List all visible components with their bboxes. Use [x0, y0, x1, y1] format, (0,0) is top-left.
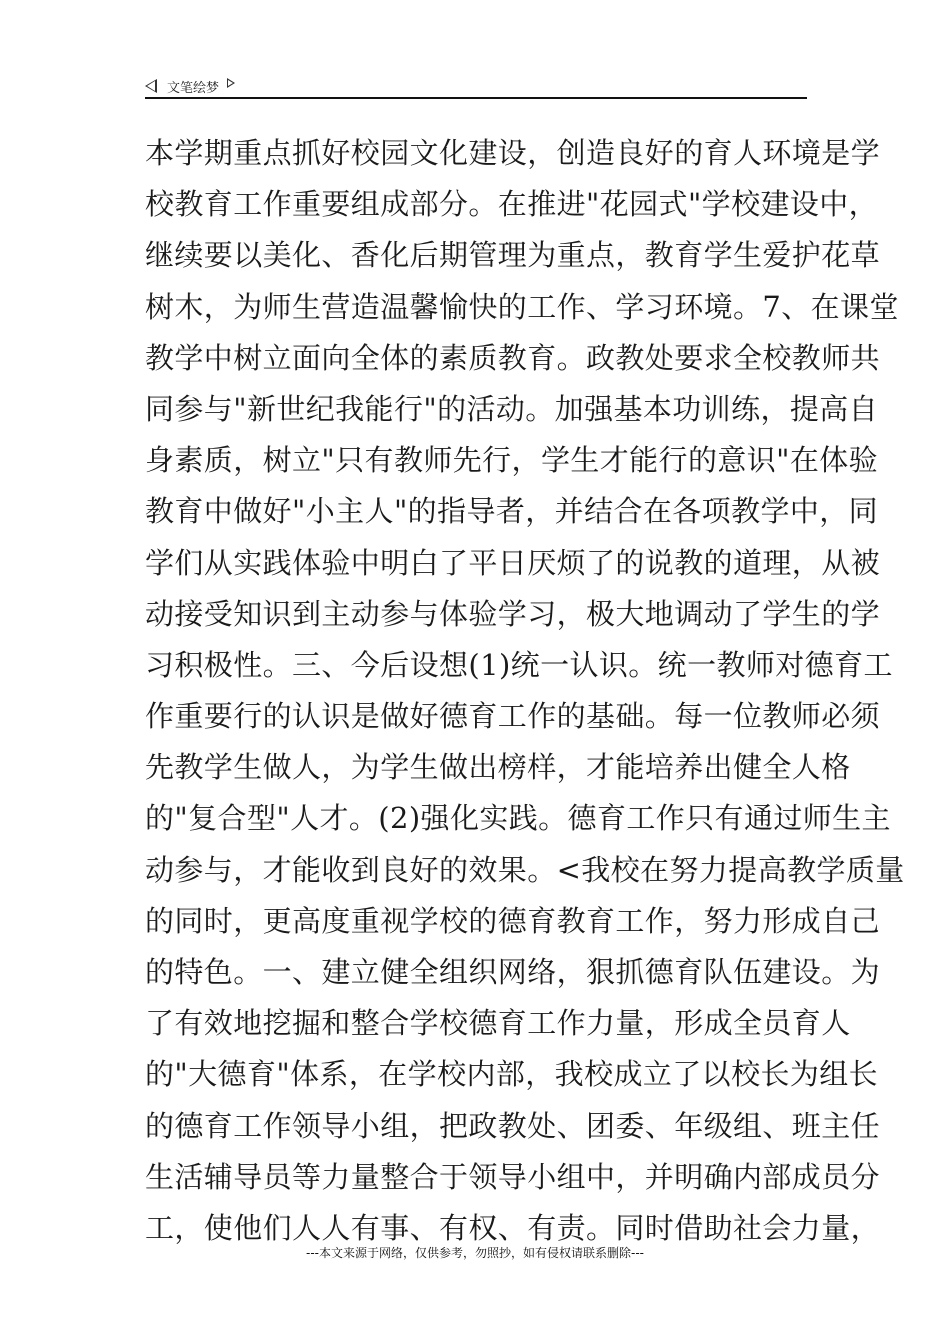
header-divider — [145, 97, 807, 99]
text-line: 的德育工作领导小组，把政教处、团委、年级组、班主任 — [145, 1108, 881, 1143]
text-line: 动接受知识到主动参与体验学习，极大地调动了学生的学 — [145, 596, 881, 631]
text-line: 的特色。一、建立健全组织网络，狠抓德育队伍建设。为 — [145, 955, 881, 989]
text-line: 的"复合型"人才。(2)强化实践。德育工作只有通过师生主 — [145, 801, 891, 836]
text-line: 教学中树立面向全体的素质教育。政教处要求全校教师共 — [145, 340, 881, 375]
text-line: 继续要以美化、香化后期管理为重点，教育学生爱护花草 — [145, 238, 881, 273]
header-title: 文笔绘梦 — [167, 80, 220, 96]
text-line: 学们从实践体验中明白了平日厌烦了的说教的道理，从被 — [145, 545, 881, 580]
text-line: 校教育工作重要组成部分。在推进"花园式"学校建设中， — [145, 187, 879, 222]
text-line: 工，使他们人人有事、有权、有责。同时借助社会力量， — [145, 1210, 881, 1245]
text-line: 教育中做好"小主人"的指导者，并结合在各项教学中，同 — [145, 494, 879, 529]
text-line: 了有效地挖掘和整合学校德育工作力量，形成全员育人 — [145, 1006, 851, 1041]
text-line: 作重要行的认识是做好德育工作的基础。每一位教师必须 — [145, 699, 881, 734]
triangle-left-icon — [145, 79, 157, 93]
triangle-right-icon — [227, 78, 235, 88]
text-line: 生活辅导员等力量整合于领导小组中，并明确内部成员分 — [145, 1159, 881, 1194]
text-line: 身素质，树立"只有教师先行，学生才能行的意识"在体验 — [145, 443, 879, 478]
document-body — [145, 128, 905, 1254]
text-line: 的同时，更高度重视学校的德育教育工作，努力形成自己 — [145, 903, 881, 938]
text-line: 习积极性。三、今后设想(1)统一认识。统一教师对德育工 — [145, 647, 893, 682]
text-line: 本学期重点抓好校园文化建设，创造良好的育人环境是学 — [145, 136, 881, 170]
text-line: 的"大德育"体系，在学校内部，我校成立了以校长为组长 — [145, 1057, 879, 1092]
text-line: 树木，为师生营造温馨愉快的工作、学习环境。7、在课堂 — [145, 289, 899, 324]
text-line: 先教学生做人，为学生做出榜样，才能培养出健全人格 — [145, 750, 851, 785]
text-line: 动参与，才能收到良好的效果。<我校在努力提高教学质量 — [145, 852, 905, 887]
text-line: 同参与"新世纪我能行"的活动。加强基本功训练，提高自 — [145, 391, 879, 426]
page-header — [145, 74, 235, 98]
page-footer: ---本文来源于网络，仅供参考，勿照抄，如有侵权请联系删除--- — [306, 1246, 644, 1260]
